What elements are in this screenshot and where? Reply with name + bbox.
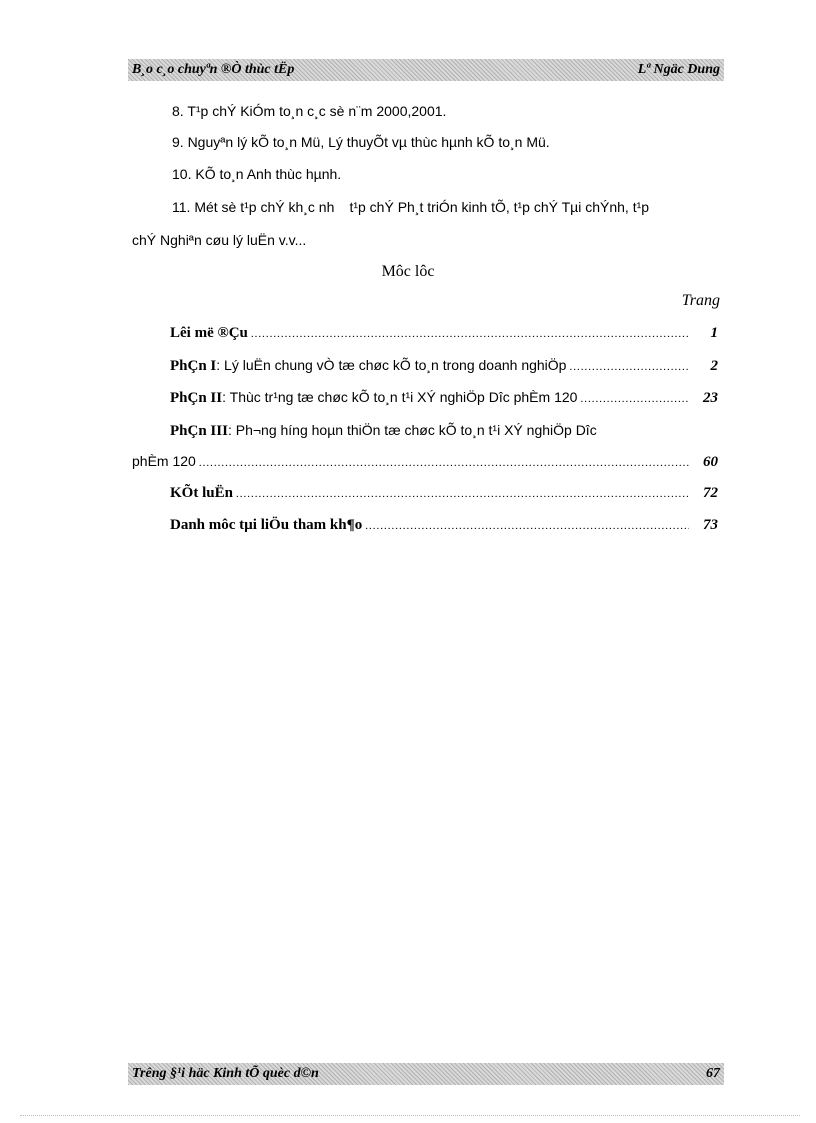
page-bottom-border (20, 1115, 800, 1117)
toc-entry-page: 1 (710, 325, 718, 341)
reference-item-10: 10. KÕ to¸n Anh thùc hµnh. (172, 166, 342, 182)
footer-page-number: 67 (706, 1066, 720, 1081)
toc-entry-label: PhÇn III (170, 423, 228, 439)
toc-entry-page: 23 (703, 390, 718, 406)
toc-entry-page: 72 (703, 485, 718, 501)
toc-title: Môc lôc (381, 263, 435, 280)
toc-entry-label: Danh môc tµi liÖu tham kh¶o (170, 517, 363, 533)
toc-leader-dots (365, 520, 689, 532)
page-footer (128, 1063, 724, 1085)
header-author: Lª Ngäc Dung (637, 62, 720, 77)
toc-entry-label: KÕt luËn (170, 485, 233, 501)
reference-item-9: 9. Nguyªn lý kÕ to¸n Mü, Lý thuyÕt vµ thùc hµnh kÕ to¸n Mü. (172, 134, 550, 150)
reference-item-8: 8. T¹p chÝ KiÓm to¸n c¸c sè n¨m 2000,2001. (172, 103, 447, 119)
toc-entry-page: 60 (703, 454, 718, 470)
toc-entry-page: 2 (710, 358, 718, 374)
toc-leader-dots (580, 393, 689, 405)
header-report-title: B¸o c¸o chuyªn ®Ò thùc tËp (132, 62, 295, 77)
toc-entry-text: : Thùc tr¹ng tæ chøc kÕ to¸n t¹i XÝ nghiÖp Dîc phÈm 120 (222, 389, 578, 405)
toc-leader-dots (199, 457, 689, 469)
toc-page-heading: Trang (681, 292, 720, 309)
toc-entry-label: Lêi më ®Çu (170, 325, 248, 341)
toc-leader-dots (569, 361, 689, 373)
toc-entry-text: : Ph¬ng híng hoµn thiÖn tæ chøc kÕ to¸n t¹i XÝ nghiÖp Dîc (227, 422, 597, 438)
toc-entry-page: 73 (703, 517, 718, 533)
reference-item-11: 11. Mét sè t¹p chÝ kh¸c nh t¹p chÝ Ph¸t triÓn kinh tÕ, t¹p chÝ Tµi chÝnh, t¹p (172, 199, 650, 215)
toc-entry (170, 325, 718, 342)
toc-entry-continued (132, 453, 718, 471)
toc-entry (170, 422, 718, 440)
toc-entry (170, 389, 718, 407)
footer-university: Trêng §¹i häc Kinh tÕ quèc d©n (132, 1066, 319, 1081)
toc-entry (170, 357, 718, 375)
reference-item-11-continued: chÝ Nghiªn cøu lý luËn v.v... (132, 232, 307, 248)
toc-entry-label: PhÇn I (170, 358, 217, 374)
toc-leader-dots (236, 488, 689, 500)
page-header (128, 59, 724, 81)
toc-entry-text: phÈm 120 (132, 453, 196, 469)
toc-entry-label: PhÇn II (170, 390, 223, 406)
toc-entry (170, 517, 718, 534)
toc-entry-text: : Lý luËn chung vÒ tæ chøc kÕ to¸n trong doanh nghiÖp (216, 357, 567, 373)
toc-entry (170, 485, 718, 502)
toc-leader-dots (251, 328, 689, 340)
